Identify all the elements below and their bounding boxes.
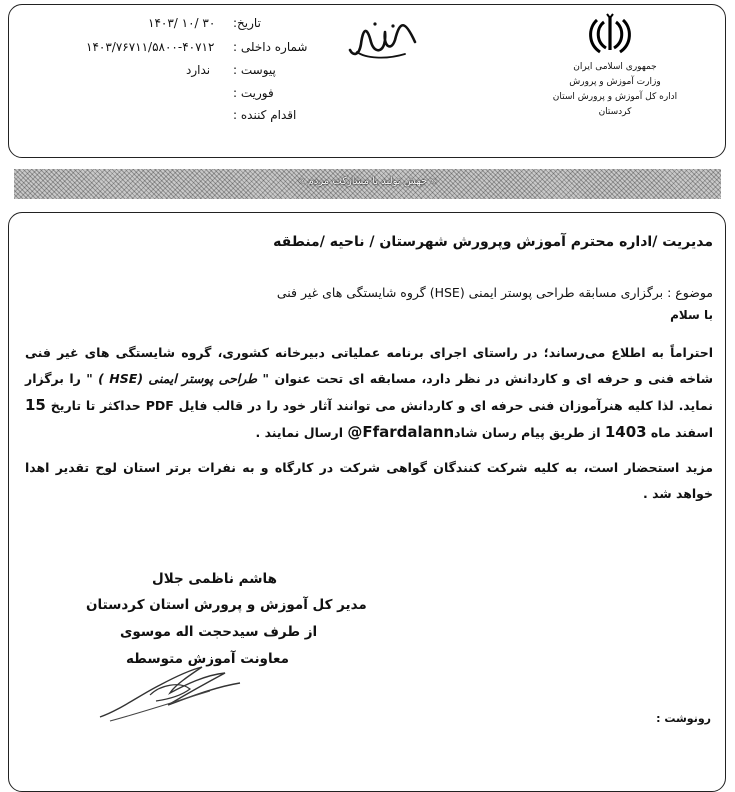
org-line-ministry: وزارت آموزش و پرورش bbox=[569, 77, 661, 87]
attachment-value: ندارد bbox=[186, 63, 211, 77]
para-part-a: احتراماً به اطلاع می‌رساند؛ در راستای اجرای برنامه عملیاتی دبیرخانه کشوری، گروه شایستگی های غیر فنی شاخه فنی و حرفه ای و کاردانش در نظر دارد، مسابقه ای تحت عنوان " bbox=[25, 345, 713, 386]
date-label: تاریخ: bbox=[233, 16, 261, 30]
signatory-name: هاشم ناظمی جلال bbox=[152, 571, 277, 587]
motto-calligraphy-icon bbox=[345, 12, 420, 67]
greeting: با سلام bbox=[670, 308, 713, 322]
slogan-text: « جهش تولید با مشارکت مردم » bbox=[298, 176, 437, 187]
para-part-e: ارسال نمایند . bbox=[255, 425, 348, 440]
subject-line: موضوع : برگزاری مسابقه طراحی پوستر ایمنی (HSE) گروه شایستگی های غیر فنی bbox=[276, 285, 713, 300]
competition-title: طراحی پوستر ایمنی (HSE ) bbox=[92, 371, 263, 386]
addressee: مدیریت /اداره محترم آموزش وپرورش شهرستان / ناحیه /منطقه bbox=[273, 234, 713, 250]
date-value: ۱۴۰۳/ ۱۰/ ۳۰ bbox=[148, 16, 216, 30]
deadline-day: 15 bbox=[25, 396, 46, 414]
para-part-d: از طریق پیام رسان شاد bbox=[454, 425, 605, 440]
para-part-c: اسفند ماه bbox=[646, 425, 713, 440]
deputy-title: معاونت آموزش متوسطه bbox=[126, 651, 289, 667]
para-part-b: " را برگزار نماید. لذا کلیه هنرآموزان فنی حرفه ای و کاردانش می توانند آثار خود را در قالب فایل PDF حداکثر تا تاریخ bbox=[25, 371, 713, 413]
motto-calligraphy bbox=[345, 12, 420, 67]
iran-emblem bbox=[586, 12, 634, 56]
org-name bbox=[540, 60, 690, 120]
org-line-country: جمهوری اسلامی ایران bbox=[573, 62, 657, 72]
signatory-title: مدیر کل آموزش و پرورش استان کردستان bbox=[86, 597, 367, 613]
urgency-label: فوریت : bbox=[233, 86, 274, 100]
action-label: اقدام کننده : bbox=[233, 108, 297, 122]
signature-scribble-icon bbox=[90, 655, 250, 725]
on-behalf-of: از طرف سیدحجت اله موسوی bbox=[120, 624, 318, 640]
org-line-department: اداره کل آموزش و پرورش استان کردستان bbox=[552, 92, 678, 117]
attachment-label: پیوست : bbox=[233, 63, 276, 77]
deadline-year: 1403 bbox=[604, 423, 647, 441]
shad-handle: @Ffardalann bbox=[347, 423, 455, 441]
number-value: ۱۴۰۳/۷۶۷۱۱/۵۸۰۰-۴۰۷۱۲ bbox=[86, 40, 215, 54]
slogan-banner bbox=[14, 169, 721, 199]
iran-emblem-icon bbox=[586, 12, 634, 56]
closing-paragraph: مزید استحضار است، به کلیه شرکت کنندگان گواهی شرکت در کارگاه و به نفرات برتر استان لوح تقدیر اهدا خواهد شد . bbox=[25, 460, 713, 501]
cc-label: رونوشت : bbox=[656, 712, 711, 725]
number-label: شماره داخلی : bbox=[233, 40, 308, 54]
handwritten-signature bbox=[90, 655, 250, 725]
main-paragraph bbox=[25, 340, 713, 446]
